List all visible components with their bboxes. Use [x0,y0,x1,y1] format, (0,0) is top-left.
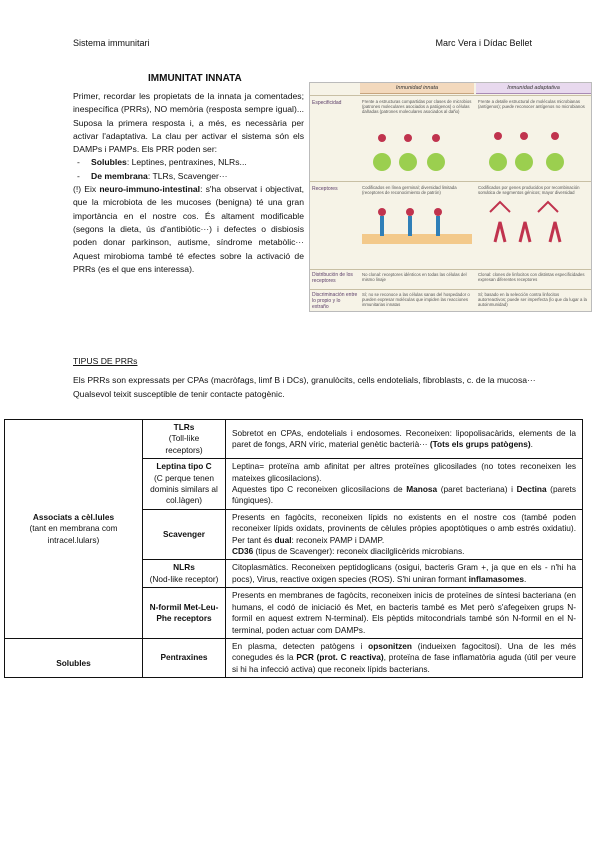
receptor-desc-cell [226,459,583,510]
note-prefix: (!) Eix [73,184,100,195]
section-text: Els PRRs son expressats per CPAs (macròfags, limf B i DCs), granulòcits, cells endotelials, fibroblasts, c. de la mucosa··· Qualsevol teixit susceptible de tenir contacte patogènic. [73,375,536,399]
group-cell-soluble: Solubles [5,638,143,677]
figure-header-adaptive: Inmunidad adaptativa [476,83,591,94]
receptor-desc-cell: Presents en membranes de fagòcits, reconeixen inicis de proteïnes de síntesi bacteriana (en humans, el codó de iniciació és Met, en bacteris també es Met però s'afegeixen grups N-formil en aquest extrem N-terminal). Els pèptids mitocondrials també són N-formil en el N-terminal, poden actuar com DAMPs. [226,588,583,639]
figure-row-label: Distribución de los receptores [312,272,353,284]
receptor-subname: (C perque tenen dominis similars al col.làgen) [150,472,218,506]
desc-bold: inflamasomes [468,573,524,584]
list-item-label: Solubles [91,157,127,168]
desc-end: . [523,573,527,584]
receptor-subname: receptors [171,613,212,624]
figure-row [310,95,591,182]
desc-bold: Dectina [516,484,547,495]
receptor-name: TLRs [173,422,195,432]
table-row [5,420,583,459]
receptor-name-cell [143,420,226,459]
figure-cell: Sí; basado en la selección contra linfocitos autorreactivos; puede ser imperfecta (lo que da lugar a la autoinmunidad) [478,292,587,307]
receptor-name: N-formil Met-Leu-Phe [149,601,219,624]
receptor-name-cell [143,638,226,677]
header-right: Marc Vera i Dídac Bellet [435,38,532,48]
desc-text: (indueixen fagocitosi). Una de les més conegudes és la [232,640,576,663]
section-heading: TIPUS DE PRRs [73,356,138,366]
desc-bold: dual [274,534,292,545]
figure-cell: Codificados en línea germinal; diversidad limitada (receptores de reconocimiento de patrón) [362,185,457,195]
group-label: Associats a cèl.lules [32,511,115,522]
page-title: IMMUNITAT INNATA [148,73,242,84]
desc-text-2 [232,546,576,557]
desc-text: (parets fúngiques). [232,484,576,506]
table-row [5,638,583,677]
receptor-name: Leptina tipo C [156,461,212,472]
receptor-name-cell [143,588,226,639]
receptor-name: Scavenger [163,528,205,539]
desc-bold: PCR (prot. C reactiva) [296,652,384,663]
figure-row [310,269,591,290]
header-left: Sistema immunitari [73,38,150,48]
figure-cell: Frente a estructuras compartidas por clases de microbios (patrones moleculares asociados a patógenos) o células dañadas (patrones moleculares asociados al daño) [362,99,472,114]
prr-table [4,419,583,678]
desc-bold: opsonitzen [368,640,412,651]
figure-cell: Frente a detalle estructural de moléculas microbianas (antígenos); puede reconocer antígenos no microbianos [478,99,585,109]
desc-bold: CD36 [232,546,254,557]
desc-text: : reconeix PAMP i DAMP. [291,534,385,545]
figure-cell: No clonal: receptores idénticos en todas las células del mismo linaje [362,272,467,282]
intro-paragraph-2 [73,183,304,276]
desc-end: . [530,439,533,450]
figure-row-label: Discriminación entre lo propio y lo extraño [312,292,358,310]
list-item-text: : Leptines, pentraxines, NLRs... [126,157,247,168]
comparison-figure [309,82,592,312]
prr-type-list [73,156,304,183]
group-cell-associated [5,420,143,639]
receptor-name-cell [143,560,226,588]
figure-row [310,181,591,270]
receptor-desc-cell [226,420,583,459]
receptor-name: NLRs [173,562,195,573]
desc-text-1 [232,512,576,546]
receptor-desc-cell [226,509,583,560]
figure-row [310,289,591,312]
receptor-desc-cell [226,560,583,588]
intro-paragraph-1: Primer, recordar les propietats de la innata ja comentades; inespecífica (PRRs), NO memòria (resposta sempre igual)... Suposa la primera resposta i, a més, es necessària per activar l'adaptativa. La clau per activar el sistema són els DAMPs i PAMPs. Els PRR poden ser: [73,91,304,155]
desc-bold: Manosa [406,484,438,495]
figure-header-innate: Inmunidad innata [360,83,474,94]
intro-text [73,90,304,276]
figure-cell: Clonal: clones de linfocitos con distintas especificidades expresan diferentes receptores [478,272,585,282]
receptor-name-cell [143,509,226,560]
desc-text: , proteïna de fase inflamatòria aguda (útil per veure si hi ha infecció activa) que reconeix lípids bacterians. [232,652,576,674]
figure-cell: Codificados por genes producidos por recombinación somática de segmentos génicos; mayor diversidad [478,185,580,195]
desc-text-2 [232,484,576,507]
receptor-illustration [310,182,591,270]
desc-bold: (Tots els grups patògens) [429,439,531,450]
desc-text: En plasma, detecten patògens i [232,640,369,651]
list-item [73,170,304,183]
receptor-subname: (Toll-like receptors) [165,433,203,455]
note-text: : s'ha observat i objectivat, que la microbiota de les mucoses (benigna) té una gran importància en el nostre cos. És altament modificable (segons la dieta, ús d'antibiòtic···) i defectes o disbiosis poden donar parkinson, autisme, síndrome metabòlic··· Aquest mirobioma també té efectes sobre la activació de PRRs (es el que ens interessa). [73,184,305,274]
desc-text: Leptina= proteïna amb afinitat per altres proteïnes glicosilades (no totes reconeixen les mateixes glicosilacions). [232,461,576,483]
desc-text: Presents en fagòcits, reconeixen lípids no existents en el nostre cos (també poden reconeixer lípids oxidats, provinents de cèlules pròpies apoptòtiques o amb estrés oxidatiu). Per tant és [232,511,576,545]
microbe-illustration [310,96,591,182]
list-item-label: De membrana [91,170,148,181]
receptor-name-cell [143,459,226,510]
receptor-name: Pentraxines [160,652,208,663]
desc-text: (paret bacteriana) i [437,484,517,495]
desc-text: Citoplasmàtics. Reconeixen peptidoglicans (osigui, bacteris Gram +, ja que en els - n'hi ha pocs), Virus, reactive oxigen species (ROS). S'hi uniran formant [232,562,576,584]
figure-row-label: Receptores [312,186,338,192]
note-bold: neuro-immuno-intestinal [99,184,201,195]
receptor-desc-cell [226,638,583,677]
receptor-subname: (Nod-like receptor) [149,573,219,584]
figure-row-label: Especificidad [312,100,342,106]
list-item [73,156,304,169]
list-item-text: : TLRs, Scavenger··· [147,170,228,181]
desc-text: Aquestes tipo C reconeixen glicosilacions de [232,484,407,495]
desc-text: (tipus de Scavenger): reconeix diacilglicèrids microbians. [253,546,465,557]
desc-text: Sobretot en CPAs, endotelials i endosomes. Reconeixen: lipopolisacàrids, elements de la paret de fongs, ARN víric, material genètic bacterià··· [232,427,576,450]
figure-cell: Sí; no se reconoce a las células sanas del hospedador o pueden expresar moléculas que impiden las reacciones inmunitarias innatas [362,292,470,307]
group-sublabel: (tant en membrana com intracel.lulars) [29,523,118,545]
